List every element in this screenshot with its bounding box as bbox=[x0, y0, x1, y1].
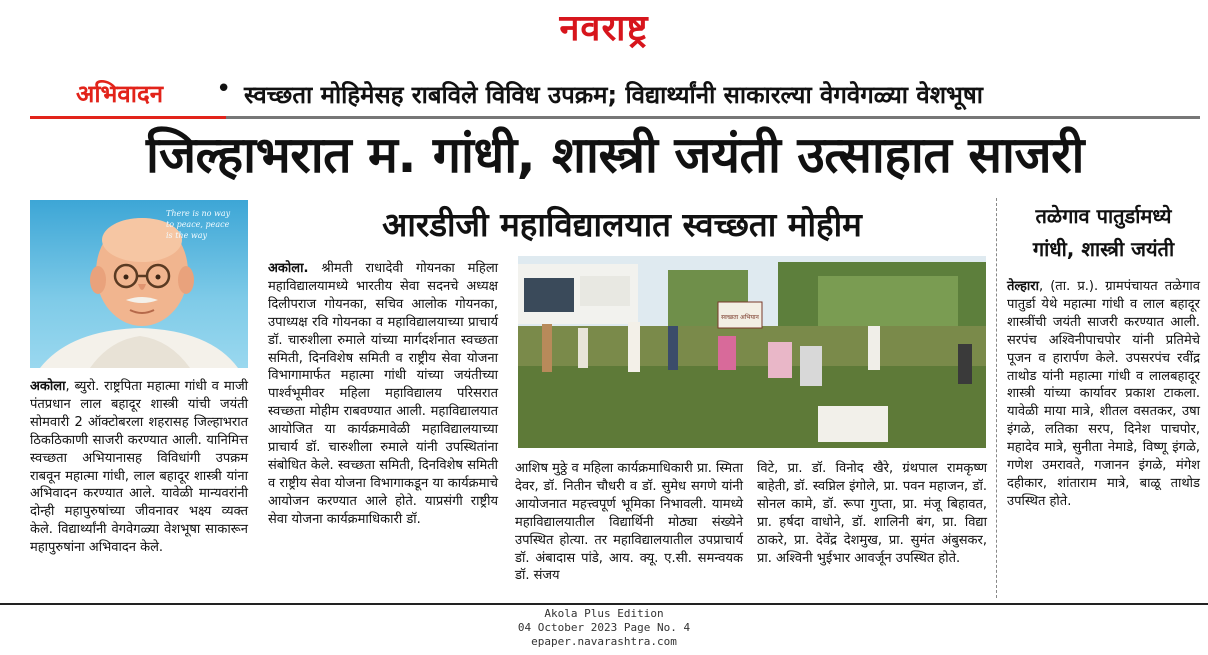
photo-quote: There is no way to peace, peace is the way bbox=[166, 209, 231, 240]
banner-text: स्वच्छता अभियान bbox=[721, 314, 759, 321]
story2-column-c: विटे, प्रा. डॉ. विनोद खैरे, ग्रंथपाल रामकृष्ण बाहेती, डॉ. स्वप्निल इंगोले, प्रा. पवन महाजन, डॉ. सोनल कामे, डॉ. रूपा गुप्ता, प्रा. मंजू बिहावत, प्रा. हर्षदा वाधोने, डॉ. शालिनी बंग, प्रा. विद्या ठाकरे, प्रा. देवेंद्र देशमुख, प्रा. सुमंत अंबुसकर, प्रा. अश्विनी भुईभार आवर्जून उपस्थित होते. bbox=[757, 461, 987, 566]
story2-column-b: आशिष मुठ्ठे व महिला कार्यक्रमाधिकारी प्रा. स्मिता देवर, डॉ. नितीन चौधरी व डॉ. सुमेध सगणे यांनी आयोजनात महत्त्वपूर्ण भूमिका निभावली. यामध्ये महाविद्यालयातील विद्यार्थिनी मोठ्या संख्येने उपस्थित होत्या. तर महाविद्यालयातील उपप्राचार्य डॉ. अंबादास पांडे, आय. क्यू. ए.सी. समन्वयक डॉ. संजय bbox=[515, 461, 743, 584]
campus-scene bbox=[518, 256, 986, 448]
story3-headline bbox=[1007, 200, 1200, 266]
footer-date-page: 04 October 2023 Page No. 4 bbox=[517, 621, 691, 634]
story1-body bbox=[30, 378, 248, 557]
story2-headline: आरडीजी महाविद्यालयात स्वच्छता मोहीम bbox=[382, 205, 862, 244]
masthead-logo: नवराष्ट्र bbox=[559, 8, 649, 49]
footer-url: epaper.navarashtra.com bbox=[531, 635, 677, 648]
section-tag-bar bbox=[30, 72, 1200, 118]
section-underline-grey bbox=[226, 116, 1200, 119]
section-underline-red bbox=[30, 116, 226, 119]
section-label: अभिवादन bbox=[76, 80, 164, 108]
story3-headline-line2: गांधी, शास्त्री जयंती bbox=[1032, 237, 1175, 261]
story2-text-a: श्रीमती राधादेवी गोयनका महिला महाविद्यालयामध्ये भारतीय सेवा सदनचे अध्यक्ष दिलीपराज गोयनका, सचिव आलोक गोयनका, उपाध्यक्ष रवि गोयनका व महाविद्यालयाच्या प्राचार्य डॉ. चारुशीला रुमाले यांच्या मार्गदर्शनात स्वच्छता समिती, दिनविशेष समिती व राष्ट्रीय सेवा योजना विभागामार्फत महात्मा गांधी यांच्या जयंतीच्या पार्श्वभूमीवर महिला महाविद्यालय परिसरात स्वच्छता मोहीम राबवण्यात आली. महाविद्यालयात आयोजित या कार्यक्रमावेळी महाविद्यालयाच्या प्राचार्य डॉ. चारुशीला रुमाले यांनी उपस्थितांना संबोधित केले. स्वच्छता समिती, दिनविशेष समिती व राष्ट्रीय सेवा योजना विभागाकडून या कार्यक्रमाचे आयोजन करण्यात आले होते. याप्रसंगी राष्ट्रीय सेवा योजना कार्यक्रमाधिकारी डॉ. bbox=[268, 261, 498, 527]
story1-text: , ब्युरो. राष्ट्रपिता महात्मा गांधी व माजी पंतप्रधान लाल बहादूर शास्त्री यांची जयंती सोमवारी 2 ऑक्टोबरला शहरासह जिल्हाभरात ठिकठिकाणी साजरी करण्यात आली. यानिमित्त स्वच्छता अभियानासह विविधांगी उपक्रम राबवून महात्मा गांधी, लाल बहादूर शास्त्री यांना अभिवादन करण्यात आले. यावेळी मान्यवरांनी दोन्ही महापुरुषांच्या जीवनावर भक्ष्य व्यक्त केले. विद्यार्थ्यांनी वेगवेगळ्या वेशभूषा साकारून महापुरुषांना अभिवादन केले. bbox=[30, 379, 248, 556]
page-footer bbox=[0, 607, 1208, 649]
story3-text: , (ता. प्र.). ग्रामपंचायत तळेगाव पातुर्डा येथे महात्मा गांधी व लाल बहादूर शास्त्रींची जयंती साजरी करण्यात आली. सरपंच अश्विनीपाचपोर यांनी प्रतिमेचे पूजन व हारार्पण केले. उपसरपंच रवींद्र ताथोड यांनी महात्मा गांधी व लालबहादूर शास्त्री यांच्या कार्यावर प्रकाश टाकला. यावेळी माया मात्रे, शीतल वसतकर, उषा इंगळे, लतिका सरप, दिनेश पाचपोर, महादेव मात्रे, सुनीता नेमाडे, विष्णू इंगळे, गणेश उमरावते, गजानन इंगळे, मंगेश दहीकार, शांताराम मात्रे, बाळू ताथोड उपस्थित होते. bbox=[1007, 279, 1200, 509]
bullet-icon: • bbox=[216, 74, 232, 104]
gandhi-portrait-image bbox=[30, 200, 248, 368]
cleanliness-drive-photo bbox=[518, 256, 986, 448]
story3-headline-line1: तळेगाव पातुर्डामध्ये bbox=[1035, 204, 1172, 228]
story2-dateline: अकोला. bbox=[268, 261, 309, 276]
footer-edition: Akola Plus Edition bbox=[544, 607, 664, 620]
story3-body bbox=[1007, 278, 1200, 511]
main-headline: जिल्हाभरात म. गांधी, शास्त्री जयंती उत्साहात साजरी bbox=[146, 126, 1084, 184]
page-bottom-rule bbox=[0, 603, 1208, 605]
story3-dateline: तेल्हारा bbox=[1007, 279, 1039, 294]
section-subheadline: स्वच्छता मोहिमेसह राबविले विविध उपक्रम; विद्यार्थ्यांनी साकारल्या वेगवेगळ्या वेशभूषा bbox=[244, 81, 984, 109]
story1-dateline: अकोला bbox=[30, 379, 66, 394]
column-divider bbox=[996, 198, 997, 598]
story2-column-a bbox=[268, 260, 498, 529]
